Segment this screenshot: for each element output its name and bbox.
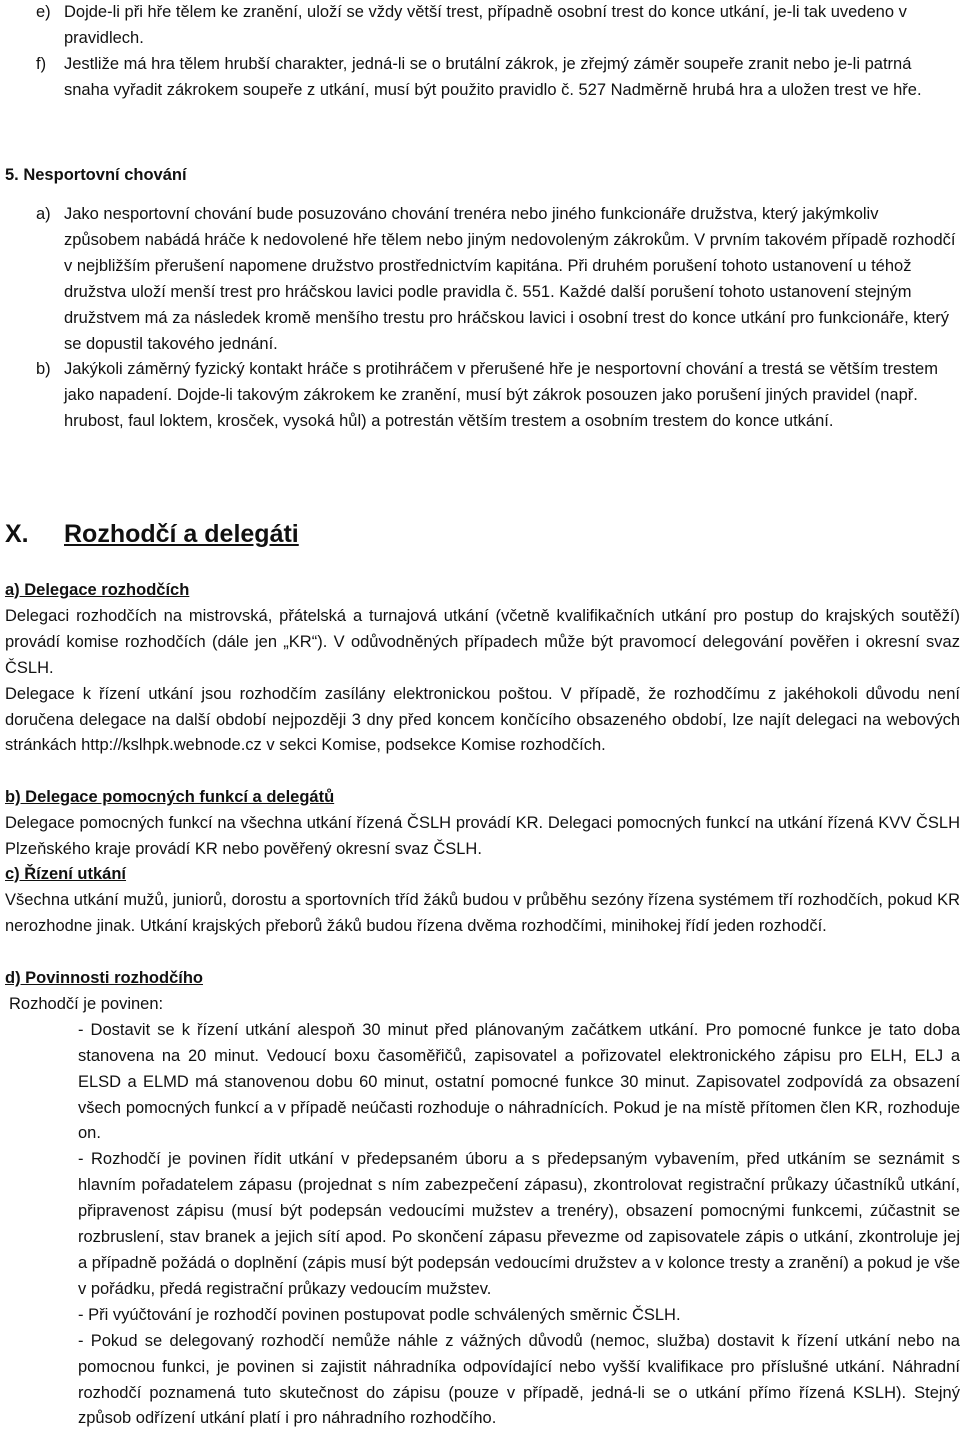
list-item: - Pokud se delegovaný rozhodčí nemůže náhle z vážných důvodů (nemoc, služba) dostavit k řízení utkání nebo na pomocnou funkci, je povinen si zajistit náhradníka odpovídající nebo vyšší kvalifikace pro příslušné utkání. Náhradní rozhodčí poznamená tuto skutečnost do zápisu (pouze v případě, jedná-li se o utkání přímo řízená KSLH). Stejný způsob odřízení utkání platí i pro náhradního rozhodčího. xyxy=(78,1331,960,1428)
list-item: - Rozhodčí je povinen řídit utkání v předepsaném úboru a s předepsaným vybavením, před utkáním se seznámit s hlavním pořadatelem zápasu (projednat s ním zabezpečení zápasu), zkontrolovat registrační průkazy účastníků utkání, připravenost zápisu (musí být podepsán vedoucími mužstev a trenéry), obsazení pomocnými funkcemi, zúčastnit se rozbruslení, stav branek a jejich sítí apod. Po skončení zápasu převezme od zapisovatele zápis o utkání, zkontroluje jej a případně požádá o doplnění (zápis musí být podepsán vedoucími družstev a v koloncе tresty a zranění) a pokud je vše v pořádku, předá registrační průkazy vedoucím mužstev. xyxy=(78,1150,960,1298)
paragraph: Rozhodčí je povinen: xyxy=(9,994,164,1013)
subsection-heading: d) Povinnosti rozhodčího xyxy=(5,969,203,987)
paragraph: Delegaci rozhodčích na mistrovská, přátelská a turnajová utkání (včetně kvalifikačních utkání pro postup do krajských soutěží) provádí komise rozhodčích (dále jen „KR“). V odůvodněných případech může být pravomocí delegování pověřen i okresní svaz ČSLH. xyxy=(5,606,960,677)
chapter-heading xyxy=(5,518,299,550)
item-label: b) xyxy=(36,360,51,379)
subsection-heading: a) Delegace rozhodčích xyxy=(5,581,190,599)
subsection-heading: b) Delegace pomocných funkcí a delegátů xyxy=(5,788,335,806)
item-text: Jakýkoli záměrný fyzický kontakt hráče s protihráčem v přerušené hře je nesportovní chování a trestá se větším trestem jako napadení. Dojde-li takovým zákrokem ke zranění, musí být zákrok posouzen jako porušení jiných pravidel (např. hrubost, faul loktem, krosček, vysoká hůl) a potrestán větším trestem a osobním trestem do konce utkání. xyxy=(64,360,938,431)
list-top xyxy=(36,0,958,104)
chapter-title: Rozhodčí a delegáti xyxy=(64,520,299,548)
item-label: f) xyxy=(36,54,47,73)
list-item-b xyxy=(36,357,958,435)
paragraph: Všechna utkání mužů, juniorů, dorostu a sportovních tříd žáků budou v průběhu sezóny řízena systémem tří rozhodčích, pokud KR nerozhodne jinak. Utkání krajských přeborů žáků budou řízena dvěma rozhodčími, minihokej řídí jeden rozhodčí. xyxy=(5,890,960,935)
subsection-d xyxy=(5,966,960,1432)
subsection-heading: c) Řízení utkání xyxy=(5,865,127,883)
item-text: Jestliže má hra tělem hrubší charakter, jedná-li se o brutální zákrok, je zřejmý záměr soupeře zranit nebo je-li patrná snaha vyřadit zákrokem soupeře z utkání, musí být použito pravidlo č. 527 Nadměrně hrubá hra a uložen trest ve hře. xyxy=(64,54,922,99)
subsection-c xyxy=(5,862,960,940)
list-item: - Dostavit se k řízení utkání alespoň 30 minut před plánovaným začátkem utkání. Pro pomocné funkce je tato doba stanovena na 20 minut. Vedoucí boxu časoměřičů, zapisovatel a pořizovatel elektronického zápisu pro ELH, ELJ a ELSD a ELMD má stanovenou dobu 60 minut, ostatní pomocné funkce 30 minut. Zapisovatel zodpovídá za obsazení všech pomocných funkcí a v případě neúčasti rozhoduje o náhradnících. Pokud je na místě přítomen člen KR, rozhoduje on. xyxy=(78,1020,960,1143)
subsection-b xyxy=(5,785,960,863)
item-label: e) xyxy=(36,3,51,21)
item-label: a) xyxy=(36,205,51,223)
list-item-a xyxy=(36,202,958,357)
section-heading: 5. Nesportovní chování xyxy=(5,166,187,184)
subsection-a xyxy=(5,578,960,759)
item-text: Jako nesportovní chování bude posuzováno chování trenéra nebo jiného funkcionáře družstva, který jakýmkoliv způsobem nabádá hráče k nedovolené hře tělem nebo jiným nedovoleným zákrokům. V prvním takovém případě rozhodčí v nejbližším přerušení napomene družstvo prostřednictvím kapitána. Při druhém porušení tohoto ustanovení u téhož družstva uloží menší trest pro hráčskou lavici podle pravidla č. 551. Každé další porušení tohoto ustanovení stejným družstvem má za následek kromě menšího trestu pro hráčskou lavici i osobní trest do konce utkání pro funkcionáře, který se dopustil takového jednání. xyxy=(64,205,956,353)
chapter-number: X. xyxy=(5,520,29,548)
list-item-e xyxy=(36,0,958,52)
item-text: Dojde-li při hře tělem ke zranění, uloží se vždy větší trest, případně osobní trest do konce utkání, je-li tak uvedeno v pravidlech. xyxy=(64,3,907,47)
list-item-f xyxy=(36,52,958,104)
paragraph: Delegace k řízení utkání jsou rozhodčím zasílány elektronickou poštou. V případě, že rozhodčímu z jakéhokoli důvodu není doručena delegace na další období nejpozději 3 dny před koncem končícího obsazeného období, lze najít delegaci na webových stránkách http://kslhpk.webnode.cz v sekci Komise, podsekce Komise rozhodčích. xyxy=(5,684,960,755)
section5-list xyxy=(36,202,958,435)
duties-list xyxy=(5,1018,960,1433)
list-item: - Při vyúčtování je rozhodčí povinen postupovat podle schválených směrnic ČSLH. xyxy=(78,1305,681,1324)
paragraph: Delegace pomocných funkcí na všechna utkání řízená ČSLH provádí KR. Delegaci pomocných funkcí na utkání řízená KVV ČSLH Plzeňského kraje provádí KR nebo pověřený okresní svaz ČSLH. xyxy=(5,813,960,858)
